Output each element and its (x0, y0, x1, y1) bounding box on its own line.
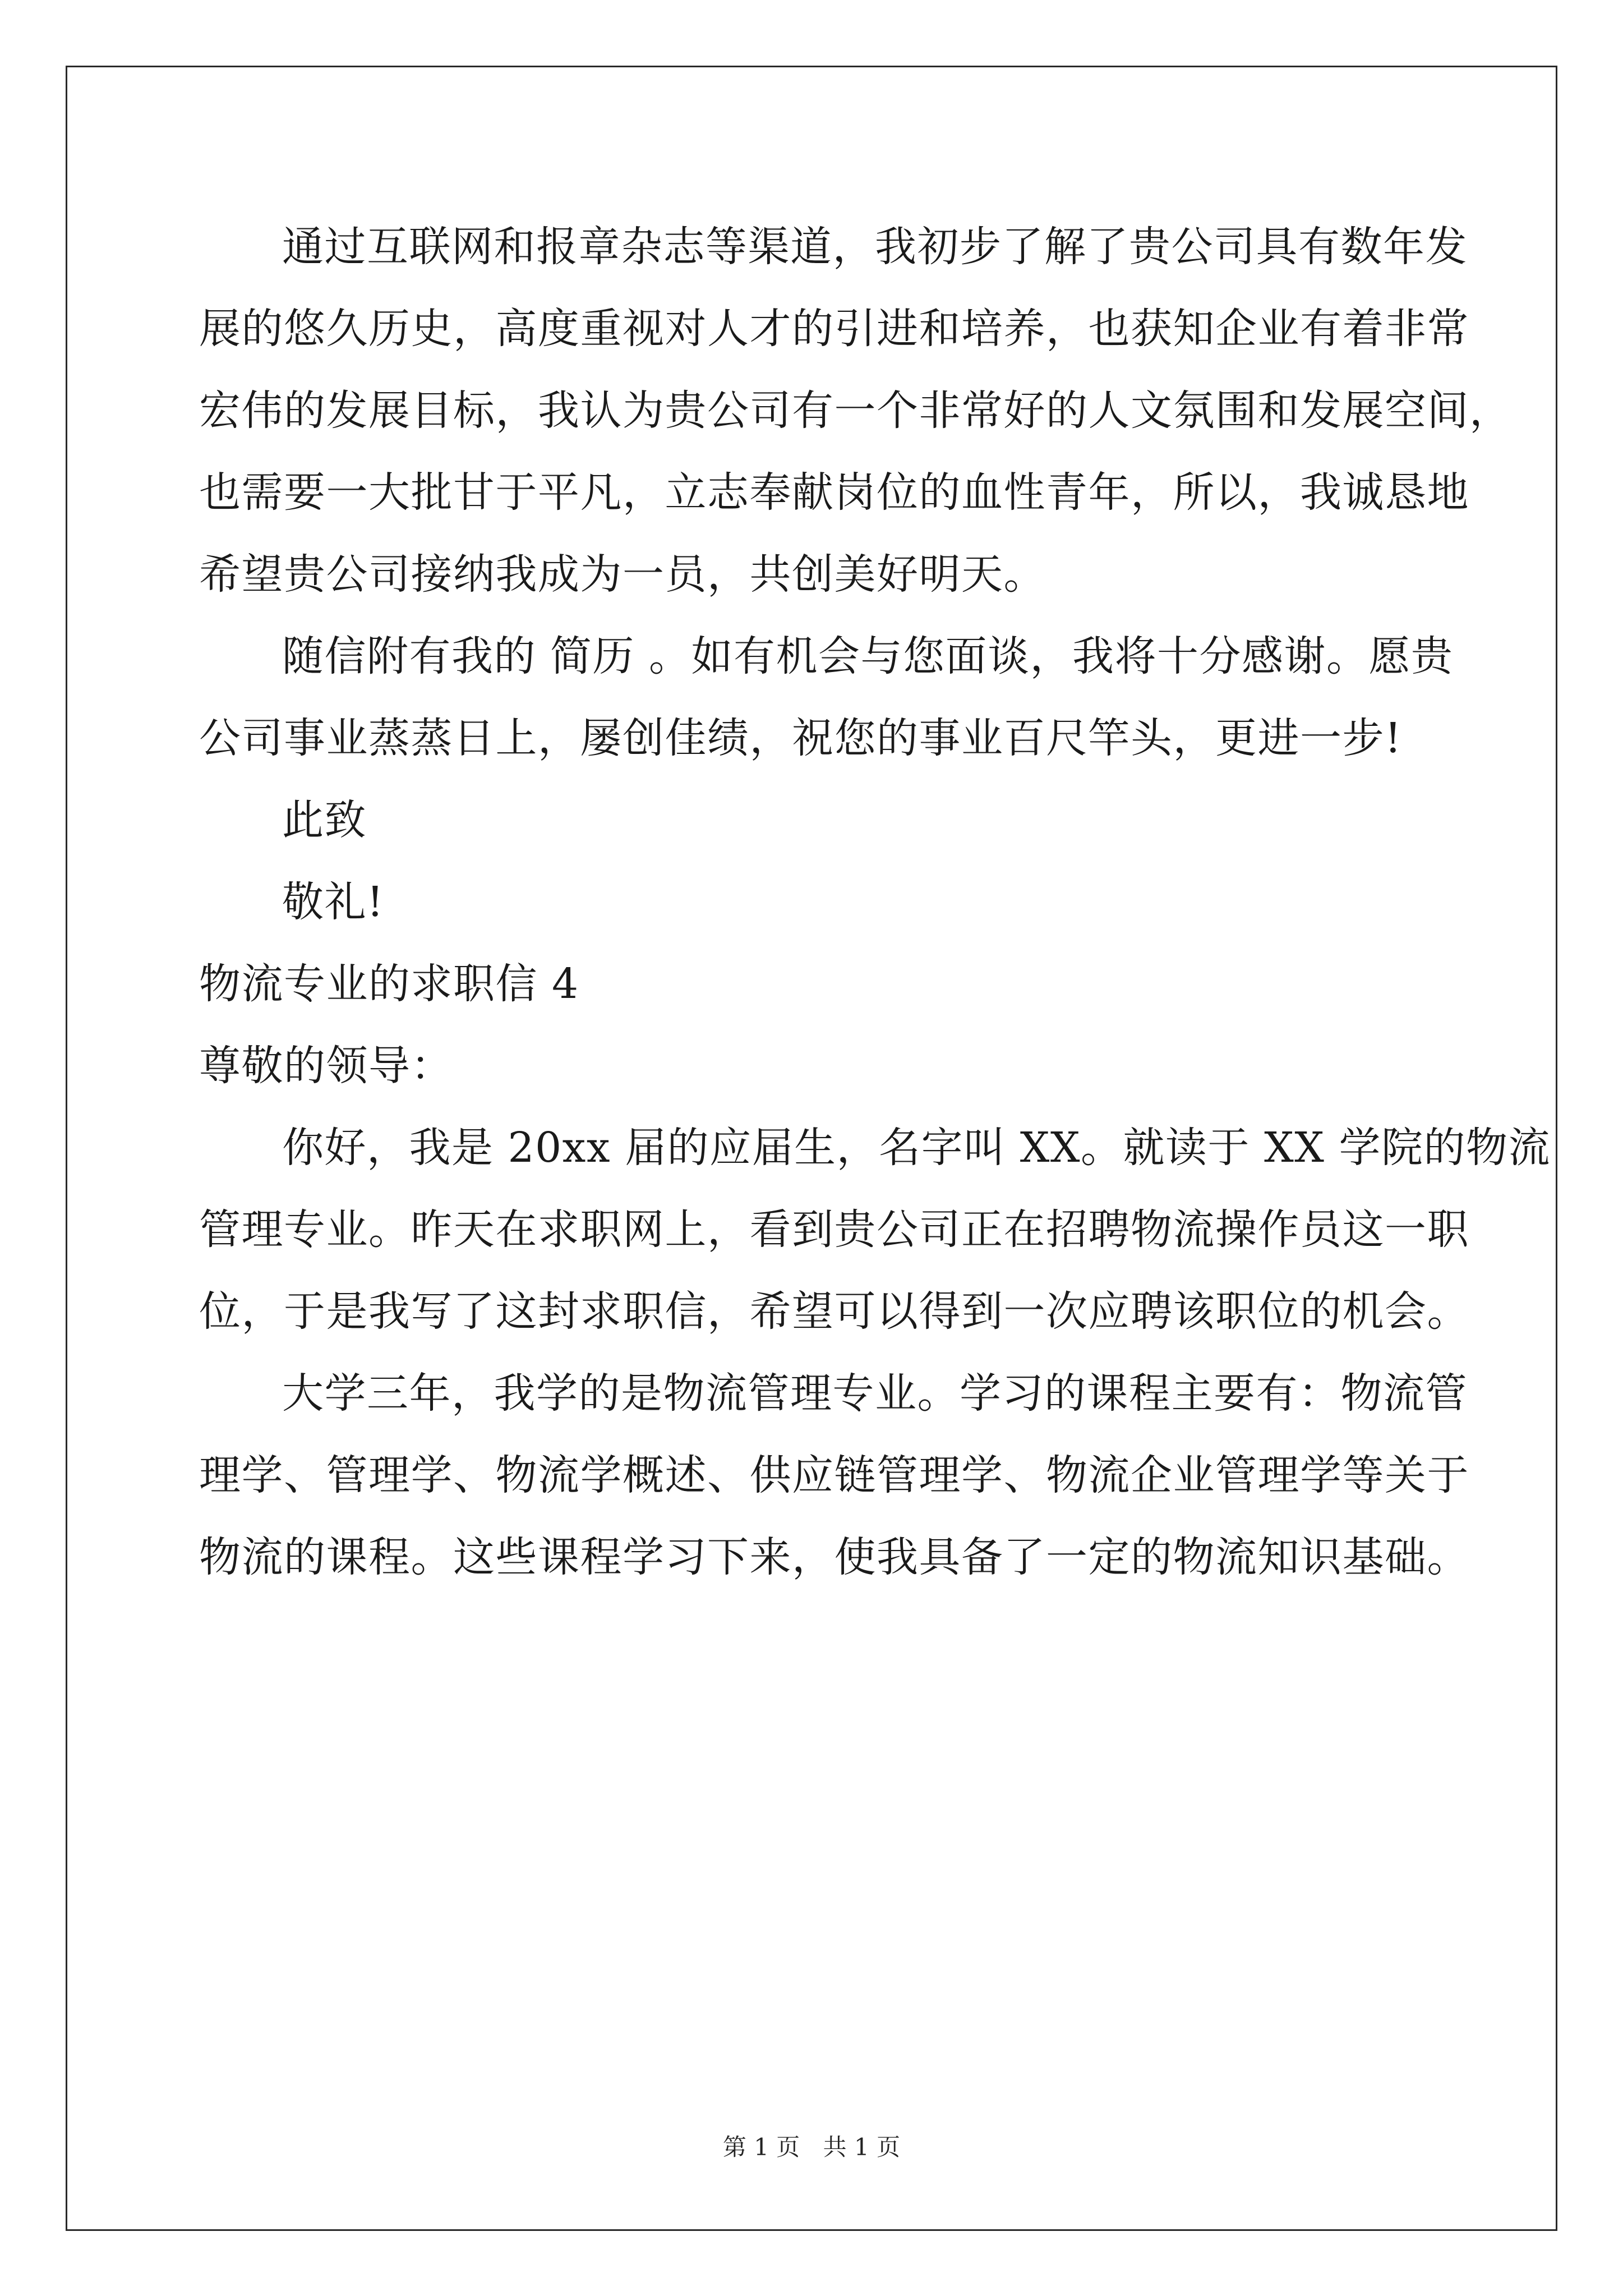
paragraph-line: 随信附有我的 简历 。如有机会与您面谈，我将十分感谢。愿贵 (282, 632, 1454, 680)
paragraph-line: 大学三年，我学的是物流管理专业。学习的课程主要有：物流管 (282, 1369, 1468, 1418)
closing-line: 此致 (282, 796, 367, 844)
section-title: 物流专业的求职信 4 (199, 960, 579, 1008)
page-footer (0, 2129, 1623, 2162)
paragraph-line: 位，于是我写了这封求职信，希望可以得到一次应聘该职位的机会。 (199, 1287, 1469, 1336)
page-total: 共 1 页 (823, 2133, 901, 2161)
paragraph-line: 宏伟的发展目标，我认为贵公司有一个非常好的人文氛围和发展空间， (199, 386, 1512, 435)
paragraph-line: 物流的课程。这些课程学习下来，使我具备了一定的物流知识基础。 (199, 1533, 1469, 1581)
salutation-line: 敬礼! (282, 878, 385, 926)
page-number: 第 1 页 (722, 2133, 800, 2161)
paragraph-line: 也需要一大批甘于平凡，立志奉献岗位的血性青年，所以，我诚恳地 (199, 468, 1469, 517)
paragraph-line: 理学、管理学、物流学概述、供应链管理学、物流企业管理学等关于 (199, 1451, 1469, 1499)
paragraph-line: 展的悠久历史，高度重视对人才的引进和培养，也获知企业有着非常 (199, 305, 1469, 353)
paragraph-line: 通过互联网和报章杂志等渠道，我初步了解了贵公司具有数年发 (282, 223, 1468, 271)
greeting-line: 尊敬的领导： (199, 1042, 453, 1090)
paragraph-line: 你好，我是 20xx 届的应届生，名字叫 XX。就读于 XX 学院的物流 (282, 1124, 1551, 1172)
paragraph-line: 公司事业蒸蒸日上，屡创佳绩，祝您的事业百尺竿头，更进一步! (199, 714, 1403, 762)
paragraph-line: 管理专业。昨天在求职网上，看到贵公司正在招聘物流操作员这一职 (199, 1205, 1469, 1254)
paragraph-line: 希望贵公司接纳我成为一员，共创美好明天。 (199, 550, 1046, 599)
